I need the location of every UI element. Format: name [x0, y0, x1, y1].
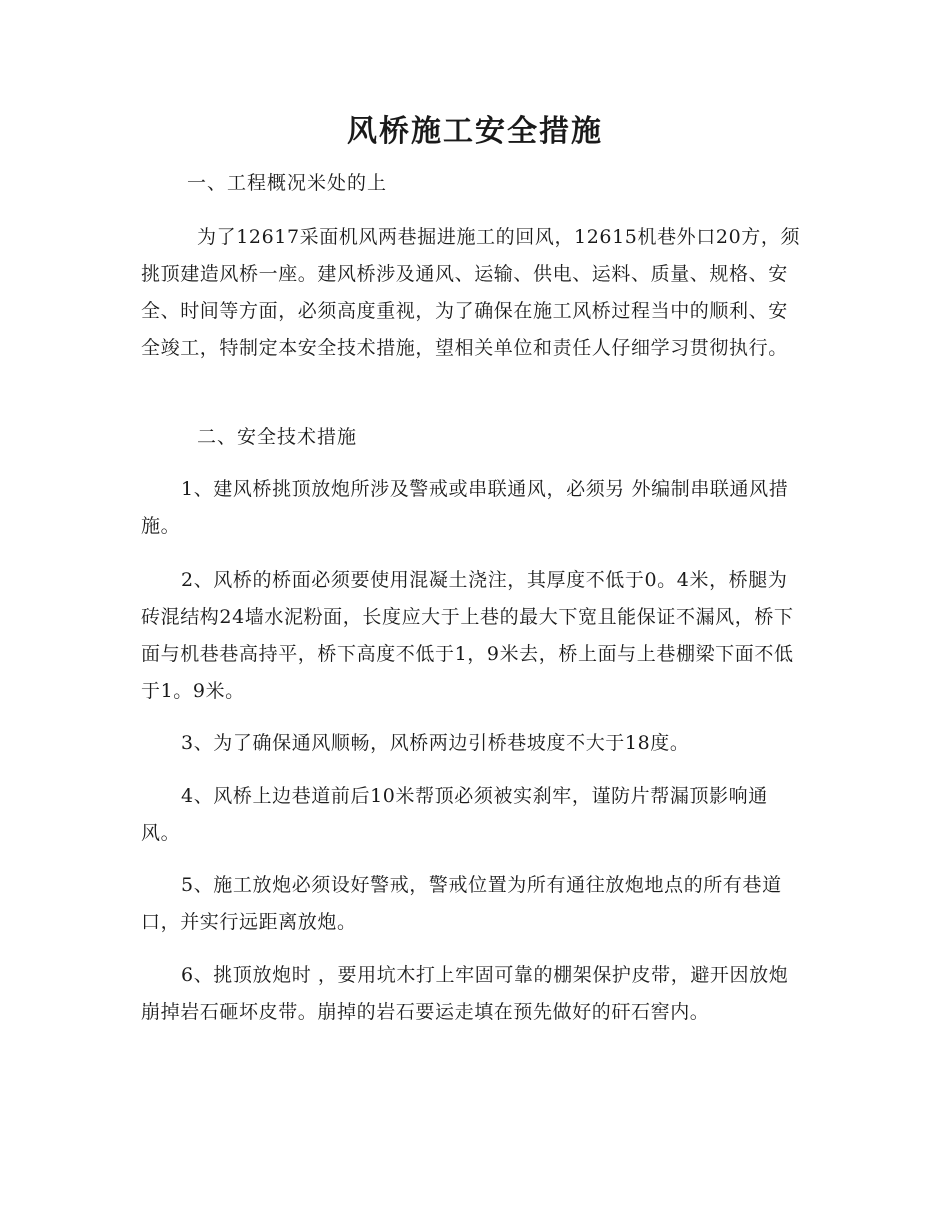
- measure-item-5: 5、施工放炮必须设好警戒，警戒位置为所有通往放炮地点的所有巷道口，并实行远距离放炮。: [141, 874, 782, 933]
- measure-item-3: 3、为了确保通风顺畅，风桥两边引桥巷坡度不大于18度。: [181, 732, 690, 754]
- section-heading-overview: 一、工程概况米处的上: [187, 172, 388, 194]
- measure-item-4: 4、风桥上边巷道前后10米帮顶必须被实刹牢，谨防片帮漏顶影响通风。: [141, 785, 768, 844]
- measure-item-6: 6、挑顶放炮时 ，要用坑木打上牢固可靠的棚架保护皮带，避开因放炮崩掉岩石砸坏皮带。崩掉的岩石要运走填在预先做好的矸石窖内。: [141, 964, 789, 1023]
- measure-item-1: 1、建风桥挑顶放炮所涉及警戒或串联通风，必须另 外编制串联通风措施。: [141, 478, 789, 537]
- document-title: 风桥施工安全措施: [347, 114, 603, 149]
- measure-item-2: 2、风桥的桥面必须要使用混凝土浇注，其厚度不低于0。4米，桥腿为砖混结构24墙水泥粉面，长度应大于上巷的最大下宽且能保证不漏风，桥下面与机巷巷高持平，桥下高度不低于1，9米去，桥上面与上巷棚梁下面不低于1。9米。: [141, 569, 794, 702]
- section-heading-measures: 二、安全技术措施: [197, 426, 358, 448]
- intro-paragraph: 为了12617采面机风两巷掘进施工的回风，12615机巷外口20方，须挑顶建造风桥一座。建风桥涉及通风、运输、供电、运料、质量、规格、安全、时间等方面，必须高度重视，为了确保在施工风桥过程当中的顺利、安全竣工，特制定本安全技术措施，望相关单位和责任人仔细学习贯彻执行。: [141, 226, 801, 359]
